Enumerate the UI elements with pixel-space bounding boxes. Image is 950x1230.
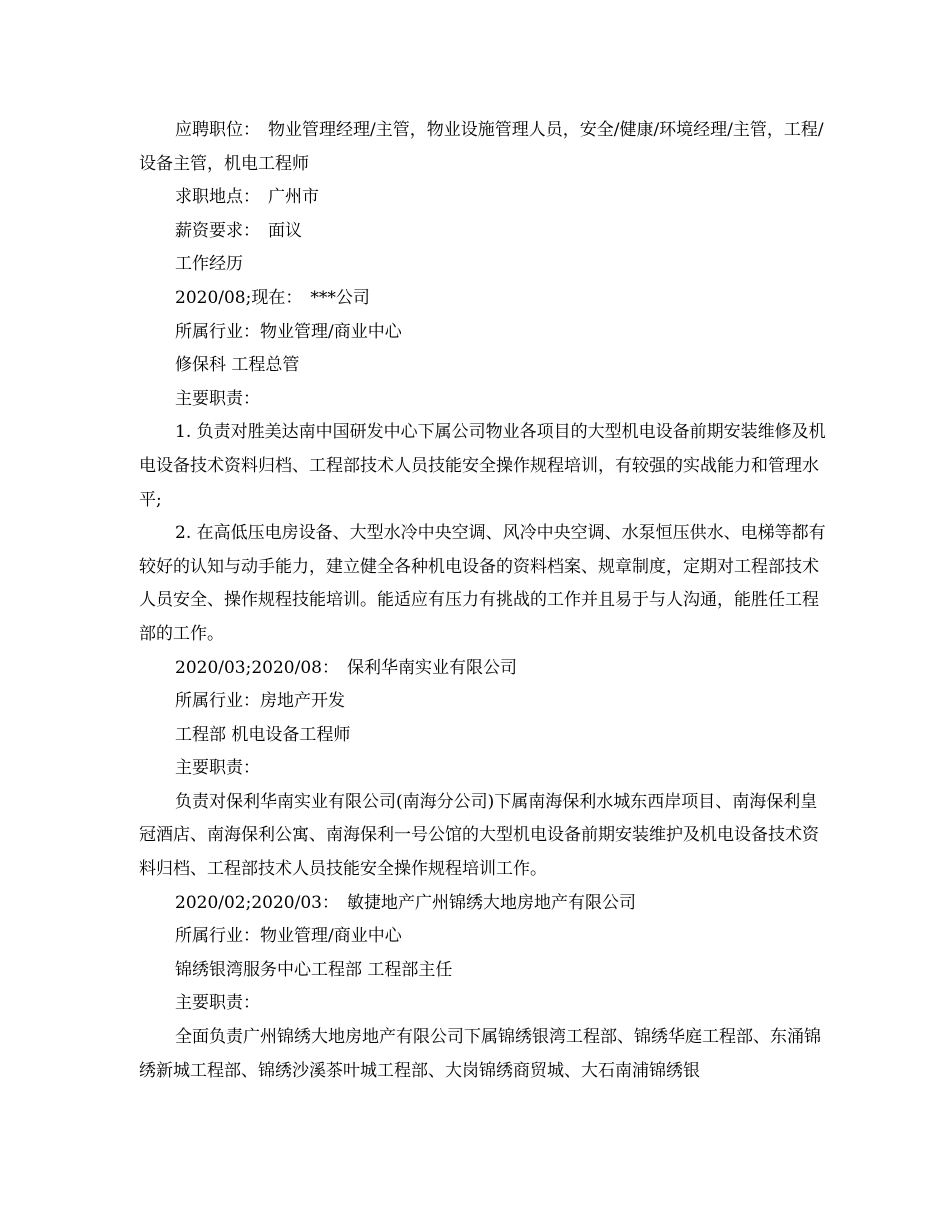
job-duty-item: 2. 在高低压电房设备、大型水冷中央空调、风冷中央空调、水泵恒压供水、电梯等都有较好的认知与动手能力，建立健全各种机电设备的资料档案、规章制度，定期对工程部技术人员安全、操作规程技能培训。能适应有压力有挑战的工作并且易于与人沟通，能胜任工程部的工作。 — [139, 523, 826, 644]
job-industry: 所属行业：房地产开发 — [175, 691, 345, 712]
job-dept-title: 工程部 机电设备工程师 — [175, 724, 351, 745]
job-period-line — [139, 282, 829, 316]
location-line — [139, 181, 829, 215]
position-value: 物业管理经理/主管，物业设施管理人员，安全/健康/环境经理/主管，工程/设备主管，机电工程师 — [139, 120, 824, 174]
job-duties-label: 主要职责： — [175, 993, 260, 1014]
location-label: 求职地点： — [175, 187, 260, 208]
section-title: 工作经历 — [175, 254, 243, 275]
job-period-line — [139, 652, 829, 686]
job-period: 2020/08;现在： — [175, 287, 303, 308]
job-company: ***公司 — [310, 287, 370, 308]
job-dept-title: 锦绣银湾服务中心工程部 工程部主任 — [175, 959, 453, 980]
job-company: 保利华南实业有限公司 — [346, 657, 517, 678]
job-period: 2020/03;2020/08： — [175, 657, 339, 678]
job-dept-title: 修保科 工程总管 — [175, 355, 300, 376]
job-period: 2020/02;2020/03： — [175, 892, 339, 913]
job-company: 敏捷地产广州锦绣大地房地产有限公司 — [346, 892, 636, 913]
job-duty-item: 负责对保利华南实业有限公司(南海分公司)下属南海保利水城东西岸项目、南海保利皇冠酒店、南海保利公寓、南海保利一号公馆的大型机电设备前期安装维护及机电设备技术资料归档、工程部技术人员技能安全操作规程培训工作。 — [139, 791, 819, 880]
salary-label: 薪资要求： — [175, 220, 260, 241]
job-duty-item: 1. 负责对胜美达南中国研发中心下属公司物业各项目的大型机电设备前期安装维修及机电设备技术资料归档、工程部技术人员技能安全操作规程培训，有较强的实战能力和管理水平; — [139, 422, 826, 510]
job-period-line — [139, 887, 829, 921]
job-industry: 所属行业：物业管理/商业中心 — [175, 321, 402, 342]
job-duties-label: 主要职责： — [175, 758, 260, 779]
job-duties-label: 主要职责： — [175, 388, 260, 409]
resume-content — [139, 114, 829, 1088]
job-duty-item: 全面负责广州锦绣大地房地产有限公司下属锦绣银湾工程部、锦绣华庭工程部、东涌锦绣新城工程部、锦绣沙溪茶叶城工程部、大岗锦绣商贸城、大石南浦锦绣银 — [139, 1027, 821, 1081]
position-label: 应聘职位： — [175, 120, 260, 140]
job-industry: 所属行业：物业管理/商业中心 — [175, 926, 402, 947]
salary-value: 面议 — [268, 220, 302, 241]
salary-line — [139, 215, 829, 249]
location-value: 广州市 — [268, 187, 319, 208]
position-line — [139, 114, 829, 181]
